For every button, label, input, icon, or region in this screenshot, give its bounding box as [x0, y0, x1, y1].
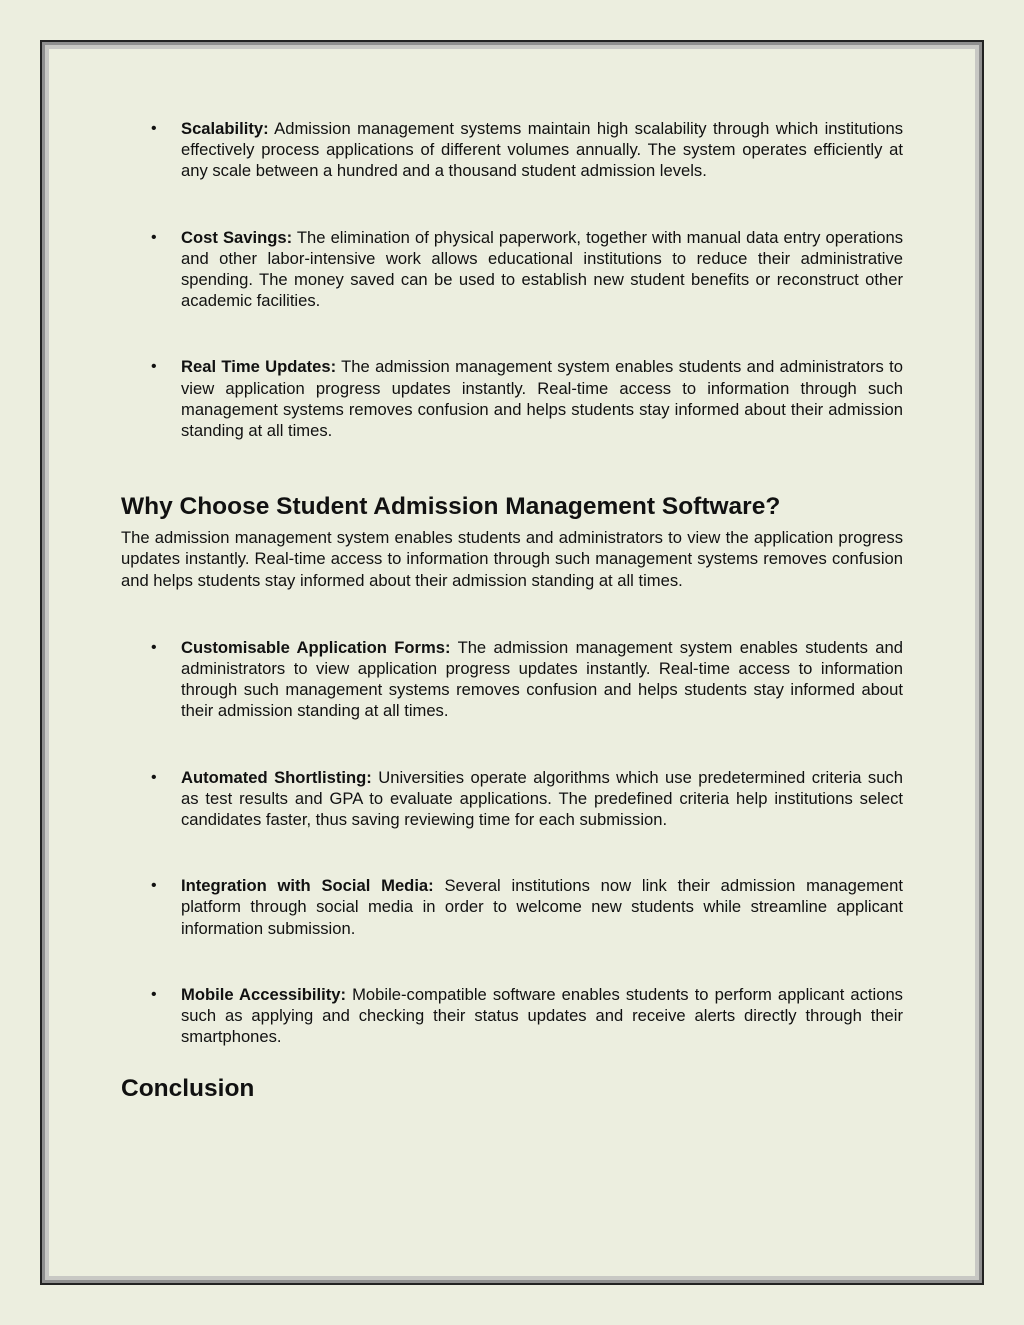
list-item-title: Customisable Application Forms: — [181, 637, 451, 657]
list-item-text: Mobile-compatible software enables students to perform applicant actions such as applying and checking their status updates and receive alerts directly through their smartphones. — [181, 984, 903, 1047]
section-heading-why-choose: Why Choose Student Admission Management Software? — [121, 493, 781, 521]
list-item-real-time-updates — [121, 356, 903, 441]
features-list — [121, 637, 903, 1048]
list-item-text: Universities operate algorithms which use predetermined criteria such as test results and GPA to evaluate applications. The predefined criteria help institutions select candidates faster, thus saving reviewing time for each submission. — [181, 767, 903, 830]
list-item-text: Admission management systems maintain high scalability through which institutions effectively process applications of different volumes annually. The system operates efficiently at any scale between a hundred and a thousand student admission levels. — [181, 119, 903, 181]
list-item-customisable-forms — [121, 637, 903, 722]
list-item-title: Real Time Updates: — [181, 357, 337, 377]
bullet-icon: • — [151, 120, 157, 137]
bullet-icon: • — [151, 638, 157, 656]
bullet-icon: • — [151, 877, 157, 895]
bullet-icon: • — [151, 768, 157, 786]
list-item-social-media — [121, 875, 903, 939]
list-item-text: The elimination of physical paperwork, together with manual data entry operations and other labor-intensive work allows educational institutions to reduce their administrative spending. The money saved can be used to establish new student benefits or reconstruct other academic facilities. — [181, 227, 903, 311]
section-paragraph: The admission management system enables students and administrators to view the application progress updates instantly. Real-time access to information through such management systems removes confusion and helps students stay informed about their admission standing at all times. — [121, 528, 903, 590]
list-item-scalability — [121, 118, 903, 182]
bullet-icon: • — [151, 358, 157, 376]
list-item-title: Cost Savings: — [181, 227, 293, 247]
list-item-cost-savings — [121, 227, 903, 312]
list-item-title: Mobile Accessibility: — [181, 984, 347, 1004]
list-item-text: Several institutions now link their admission management platform through social media in order to welcome new students while streamline applicant information submission. — [181, 876, 903, 938]
list-item-automated-shortlisting — [121, 767, 903, 831]
list-item-text: The admission management system enables students and administrators to view application progress updates instantly. Real-time access to information through such management systems removes confusion and helps students stay informed about their admission standing at all times. — [181, 357, 904, 441]
list-item-text: The admission management system enables students and administrators to view application progress updates instantly. Real-time access to information through such management systems removes confusion and helps students stay informed about their admission standing at all times. — [181, 637, 903, 721]
benefits-list — [121, 118, 903, 441]
list-item-title: Integration with Social Media: — [181, 876, 434, 896]
bullet-icon: • — [151, 985, 157, 1003]
bullet-icon: • — [151, 228, 157, 246]
document-content — [121, 118, 903, 1104]
list-item-mobile-accessibility — [121, 984, 903, 1048]
list-item-title: Scalability: — [181, 119, 269, 138]
section-heading-conclusion: Conclusion — [121, 1075, 255, 1103]
list-item-title: Automated Shortlisting: — [181, 767, 372, 787]
